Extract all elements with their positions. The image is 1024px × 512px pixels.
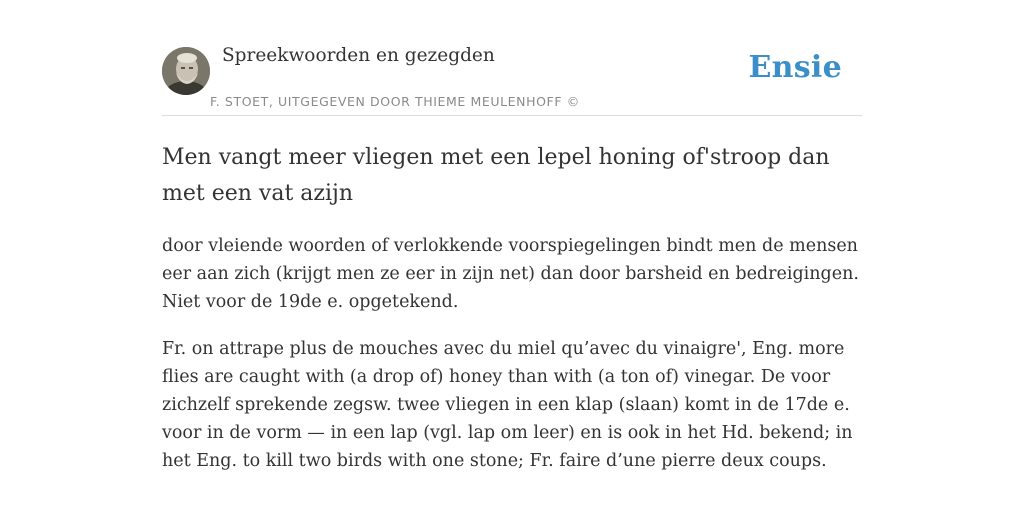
publisher-credit: F. STOET, UITGEGEVEN DOOR THIEME MEULENHOFF © xyxy=(210,94,580,109)
content-container xyxy=(162,0,862,475)
header xyxy=(162,0,862,116)
entry-etymology: Fr. on attrape plus de mouches avec du miel qu’avec du vinaigre', Eng. more flies are caught with (a drop of) honey than with (a ton of) vinegar. De voor zichzelf sprekende zegsw. twee vliegen in een klap (slaan) komt in de 17de e. voor in de vorm — in een lap (vgl. lap om leer) en is ook in het Hd. bekend; in het Eng. to kill two birds with one stone; Fr. faire d’une pierre deux coups. xyxy=(162,339,853,471)
dictionary-title[interactable]: Spreekwoorden en gezegden xyxy=(222,45,495,66)
brand-logo[interactable]: Ensie xyxy=(748,50,842,85)
entry-definition: door vleiende woorden of verlokkende voorspiegelingen bindt men de mensen eer aan zich (krijgt men ze eer in zijn net) dan door barsheid en bedreigingen. Niet voor de 19de e. opgetekend. xyxy=(162,236,859,312)
entry-headword: Men vangt meer vliegen met een lepel honing of'stroop dan met een vat azijn xyxy=(162,145,830,206)
author-portrait-icon xyxy=(162,47,210,95)
